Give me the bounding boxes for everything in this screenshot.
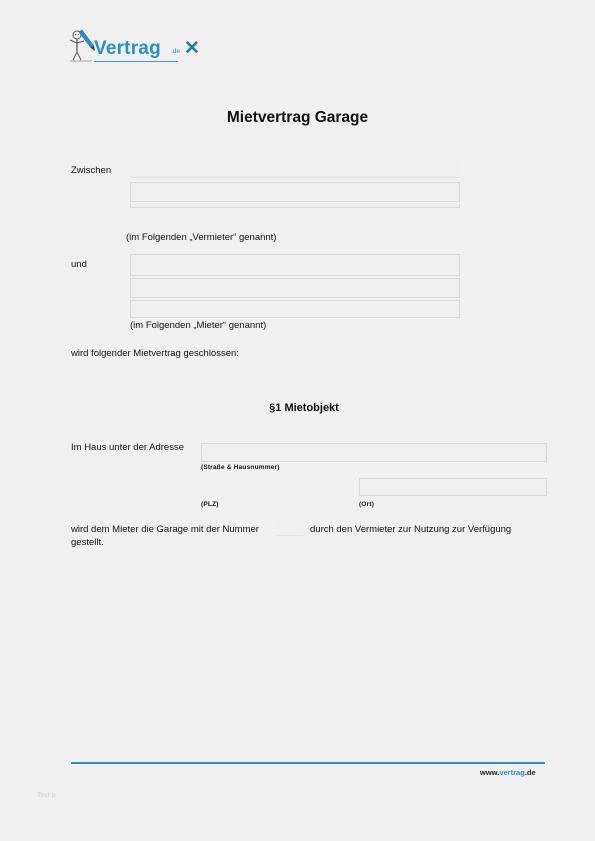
pencil-figure-icon	[68, 28, 96, 64]
document-title: Mietvertrag Garage	[226, 109, 369, 126]
landlord-address-field[interactable]	[130, 182, 460, 202]
vertrag-logo[interactable]	[68, 28, 208, 68]
zip-field[interactable]	[201, 478, 351, 496]
logo-underline	[94, 61, 178, 62]
street-field[interactable]	[201, 443, 547, 462]
contract-concluded-text: wird folgender Mietvertrag geschlossen:	[71, 348, 239, 359]
page-marker: Text p	[37, 792, 56, 799]
landlord-extra-field[interactable]	[130, 204, 460, 208]
footer-url-brand: vertrag	[499, 768, 525, 777]
footer-website-link[interactable]	[480, 768, 536, 777]
garage-text-end: gestellt.	[71, 537, 104, 548]
footer-divider	[71, 762, 545, 764]
zip-caption: (PLZ)	[201, 501, 219, 508]
logo-domain-suffix: .de	[171, 48, 181, 55]
logo-x-mark-icon: ✕	[184, 38, 200, 59]
and-label: und	[71, 259, 87, 270]
city-field[interactable]	[359, 478, 547, 496]
logo-wordmark: Vertrag	[94, 38, 161, 59]
tenant-name-field[interactable]	[130, 254, 460, 276]
landlord-name-field[interactable]	[130, 160, 460, 178]
section-1-title: §1 Mietobjekt	[269, 402, 339, 414]
landlord-note: (im Folgenden „Vermieter“ genannt)	[126, 232, 277, 243]
between-label: Zwischen	[71, 165, 112, 176]
garage-text-before: wird dem Mieter die Garage mit der Nummer	[71, 524, 259, 535]
tenant-address-field[interactable]	[130, 278, 460, 298]
city-caption: (Ort)	[359, 501, 375, 508]
garage-number-field[interactable]	[276, 518, 304, 536]
footer-url-prefix: www.	[480, 768, 500, 777]
tenant-city-field[interactable]	[130, 300, 460, 318]
street-caption: (Straße & Hausnummer)	[201, 464, 280, 471]
tenant-note: (im Folgenden „Mieter“ genannt)	[130, 320, 267, 331]
address-label: Im Haus unter der Adresse	[71, 442, 184, 453]
garage-text-after: durch den Vermieter zur Nutzung zur Verfügung	[310, 524, 512, 535]
footer-url-suffix: .de	[524, 768, 536, 777]
